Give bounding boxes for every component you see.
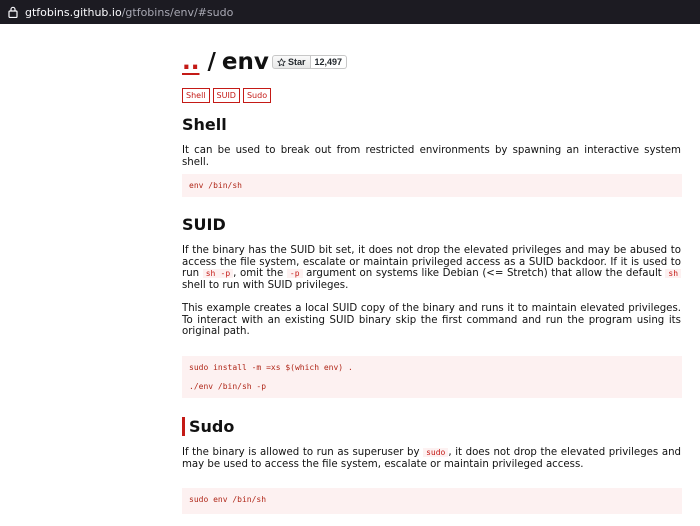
code-line: env /bin/sh bbox=[189, 181, 242, 190]
code-line: sudo install -m =xs $(which env) . bbox=[189, 363, 353, 372]
star-count[interactable]: 12,497 bbox=[311, 55, 348, 69]
binary-name: env bbox=[221, 49, 269, 75]
parent-link[interactable]: .. bbox=[182, 49, 200, 75]
suid-heading: SUID bbox=[182, 215, 226, 234]
tag-sudo[interactable]: Sudo bbox=[243, 88, 271, 103]
shell-code-block[interactable] bbox=[182, 174, 682, 197]
shell-heading: Shell bbox=[182, 115, 227, 134]
star-label: Star bbox=[288, 57, 306, 67]
url-path: /gtfobins/env/#sudo bbox=[121, 5, 234, 19]
code-line: ./env /bin/sh -p bbox=[189, 382, 267, 391]
text-run: If the binary is allowed to run as superuser by bbox=[182, 447, 424, 458]
github-star-widget[interactable] bbox=[272, 55, 347, 69]
text-run: , omit the bbox=[233, 268, 287, 280]
tag-shell[interactable]: Shell bbox=[182, 88, 210, 103]
page-title bbox=[182, 48, 269, 76]
code-line: sudo env /bin/sh bbox=[189, 495, 267, 504]
inline-code: -p bbox=[287, 269, 303, 278]
url-host: gtfobins.github.io bbox=[25, 5, 122, 19]
text-run: argument on systems like Debian (<= Stretch) that allow the default bbox=[302, 268, 666, 280]
title-separator: / bbox=[207, 49, 216, 75]
suid-code-block[interactable] bbox=[182, 356, 682, 398]
browser-url-bar[interactable] bbox=[0, 0, 700, 24]
inline-code: sh bbox=[665, 269, 681, 278]
text-run: If the binary has the SUID bit set, it does not drop the elevated privileges and may be abused to access the file system, escalate or maintain privileged access as a SUID backdoor. If it is used to run bbox=[182, 245, 681, 280]
tag-suid[interactable]: SUID bbox=[213, 88, 240, 103]
sudo-code-block[interactable] bbox=[182, 488, 682, 514]
suid-example-description: This example creates a local SUID copy of the binary and runs it to maintain elevated privileges. To interact with an existing SUID binary skip the first command and run the program using its original path. bbox=[182, 303, 681, 338]
text-run: , it does not drop the elevated privileges and may be used to access the file system, escalate or maintain privileged access. bbox=[182, 447, 682, 470]
star-button[interactable] bbox=[272, 55, 311, 69]
url-text[interactable] bbox=[25, 6, 233, 19]
function-tags bbox=[182, 88, 271, 103]
lock-icon[interactable] bbox=[6, 5, 20, 19]
sudo-description bbox=[182, 447, 681, 470]
text-run: shell to run with SUID privileges. bbox=[182, 279, 349, 291]
inline-code: sudo bbox=[423, 448, 448, 457]
sudo-heading: Sudo bbox=[182, 417, 234, 436]
suid-description bbox=[182, 245, 681, 291]
inline-code: sh -p bbox=[203, 269, 233, 278]
star-icon bbox=[277, 58, 286, 67]
shell-description: It can be used to break out from restricted environments by spawning an interactive system shell. bbox=[182, 145, 681, 168]
